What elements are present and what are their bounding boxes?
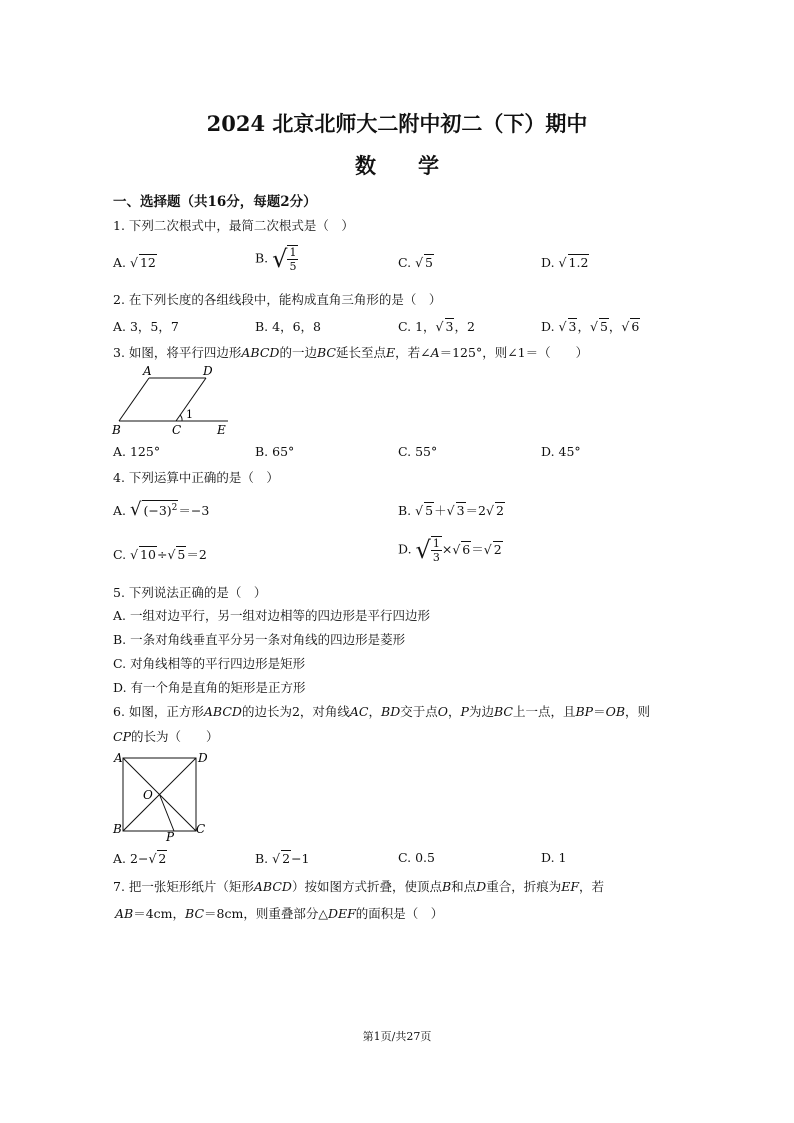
math-var: CP: [113, 729, 131, 744]
q6-option-c: C. 0.5: [398, 850, 435, 865]
math-var: △DEF: [318, 906, 356, 921]
fraction: [431, 536, 442, 564]
stem-text: 和点: [451, 879, 477, 894]
sqrt-expression: √ 6: [621, 319, 640, 334]
math-var: A: [430, 345, 440, 360]
radicand: 3: [568, 319, 577, 334]
math-var: P: [460, 704, 469, 719]
label-e: E: [217, 423, 226, 437]
q4-option-c: [113, 545, 207, 563]
option-label: D.: [398, 541, 412, 557]
math-var: BC: [316, 345, 336, 360]
operator: ＋: [434, 503, 447, 518]
radicand: 2: [282, 851, 291, 866]
radicand: 5: [425, 503, 434, 518]
stem-text: ＝8cm，则重叠部分: [204, 906, 319, 921]
sqrt-sign: √: [272, 245, 288, 273]
numerator: 1: [289, 246, 297, 259]
math-var: BC: [493, 704, 513, 719]
label-d: D: [198, 751, 208, 765]
q4-stem: 4. 下列运算中正确的是（ ）: [113, 470, 279, 485]
sqrt-sign: √: [415, 536, 431, 564]
q7-stem-line1: [113, 877, 604, 895]
stem-text: ＝4cm，: [133, 906, 186, 921]
label-b: B: [113, 822, 122, 836]
sqrt-expression: √ 5: [167, 547, 186, 562]
q7-stem-line2: [115, 904, 443, 922]
sqrt-expression: √ 2: [485, 503, 504, 518]
option-text: C. 1，: [398, 319, 436, 334]
q3-stem: [113, 343, 588, 361]
stem-text: 的一边: [279, 345, 317, 360]
stem-text: 为边: [468, 704, 494, 719]
q6-option-d: D. 1: [541, 850, 567, 865]
q4-option-d: [398, 536, 503, 564]
stem-text: 7. 把一张矩形纸片（矩形: [113, 879, 254, 894]
segment-op: [160, 795, 175, 832]
q6-stem-line2: [113, 727, 219, 745]
option-label: A.: [113, 255, 127, 270]
q3-option-d: D. 45°: [541, 444, 581, 459]
math-var: BC: [185, 906, 205, 921]
q1-option-c: [398, 254, 434, 270]
q2-option-d: D. √ 3，√ 5，√ 6: [541, 319, 640, 334]
sqrt-expression: √ 3: [558, 319, 577, 334]
math-var: B: [441, 879, 452, 894]
angle-1-arc: [180, 415, 182, 421]
q2-option-c: [398, 317, 475, 335]
q1-stem: 1. 下列二次根式中，最简二次根式是（ ）: [113, 218, 354, 233]
sqrt-expression: √ 2: [483, 541, 502, 557]
math-var: AB: [115, 906, 134, 921]
page-number: 第1页/共27页: [362, 1030, 432, 1043]
stem-text: 交于点: [400, 704, 438, 719]
stem-text: ，若∠: [395, 345, 431, 360]
sqrt-expression: √ 12: [130, 255, 156, 270]
option-label: C.: [398, 255, 412, 270]
stem-text: ，: [368, 704, 382, 719]
radicand: 5: [425, 255, 433, 270]
radicand: [142, 500, 178, 518]
math-var: OB: [605, 704, 626, 719]
stem-text: 的边长为2，对角线: [241, 704, 350, 719]
expr-text: (−3): [143, 503, 172, 518]
sqrt-expression: √ 3: [435, 319, 454, 334]
option-label: A.: [113, 503, 127, 518]
radicand: 2: [495, 503, 504, 518]
q6-option-a: [113, 850, 167, 866]
sqrt-sign: √: [130, 499, 142, 520]
q3-option-c: C. 55°: [398, 444, 438, 459]
stem-text: 上一点，且: [512, 704, 576, 719]
q3-option-b: B. 65°: [255, 444, 295, 459]
q6-option-b: [255, 850, 310, 866]
sqrt-expression: √ 5: [415, 255, 433, 270]
math-var: BD: [381, 704, 401, 719]
math-var: ABCD: [253, 879, 292, 894]
radicand: 6: [631, 319, 640, 334]
math-var: AC: [349, 704, 369, 719]
radicand: 3: [445, 319, 454, 334]
math-var: ABCD: [203, 704, 242, 719]
fraction: [287, 245, 298, 273]
operator: ×: [441, 541, 453, 557]
q4-option-a: [113, 499, 209, 520]
numerator: 1: [432, 537, 440, 550]
label-a: A: [114, 751, 123, 765]
q5-option-d: D. 有一个角是直角的矩形是正方形: [113, 680, 306, 695]
radicand: 10: [140, 547, 156, 562]
expr-text: ＝2: [186, 547, 207, 562]
sqrt-expression: √ 1.2: [558, 255, 589, 270]
q2-option-b: B. 4，6，8: [255, 319, 321, 334]
label-c: C: [172, 423, 182, 437]
label-c: C: [196, 822, 206, 836]
option-text: ，2: [454, 319, 475, 334]
label-o: O: [143, 788, 153, 802]
q3-option-a: A. 125°: [113, 444, 161, 459]
option-label: D.: [541, 319, 555, 334]
doc-subject: 数 学: [355, 153, 439, 178]
option-label: B.: [398, 503, 412, 518]
label-p: P: [166, 830, 175, 842]
q1-option-a: [113, 254, 157, 270]
math-var: O: [437, 704, 448, 719]
stem-text: ，若: [579, 879, 605, 894]
math-var: EF: [561, 879, 580, 894]
operator: ÷: [156, 547, 168, 562]
option-label: A.: [113, 851, 127, 866]
math-var: D: [476, 879, 487, 894]
label-a: A: [143, 364, 152, 378]
radicand: 5: [177, 547, 186, 562]
option-label: B.: [255, 250, 269, 266]
radicand: 12: [139, 255, 156, 270]
stem-text: 的面积是（ ）: [355, 906, 444, 921]
line-ab: [119, 378, 149, 421]
math-var: ABCD: [241, 345, 280, 360]
q4-option-b: [398, 501, 505, 519]
q5-option-c: C. 对角线相等的平行四边形是矩形: [113, 656, 306, 671]
sqrt-expression: √ 3: [446, 503, 465, 518]
stem-text: 3. 如图，将平行四边形: [113, 345, 242, 360]
sqrt-expression: √ 5: [415, 503, 434, 518]
option-label: D.: [541, 255, 555, 270]
radicand: 6: [462, 541, 471, 557]
expr-text: ＝2: [465, 503, 486, 518]
math-var: BP: [575, 704, 594, 719]
stem-text: 6. 如图，正方形: [113, 704, 204, 719]
radicand: 2: [158, 851, 167, 866]
sqrt-expression: √ 5: [589, 319, 608, 334]
stem-text: ，则: [625, 704, 651, 719]
expr-text: 2−: [130, 851, 149, 866]
radicand: 5: [599, 319, 608, 334]
denominator: 5: [289, 260, 297, 273]
q3-parallelogram-figure: [110, 364, 240, 438]
sqrt-expression: √ 2: [272, 851, 291, 866]
label-d: D: [203, 364, 213, 378]
q6-stem-line1: [113, 702, 650, 720]
doc-title: 2024 北京北师大二附中初二（下）期中: [206, 111, 588, 136]
stem-text: 重合，折痕为: [486, 879, 562, 894]
stem-text: ，: [448, 704, 461, 719]
stem-text: ）按如图方式折叠，使顶点: [291, 879, 442, 894]
stem-text: 延长至点: [335, 345, 386, 360]
label-b: B: [112, 423, 121, 437]
sqrt-expression: √ 2: [148, 851, 167, 866]
expr-text: ＝−3: [178, 503, 210, 518]
label-angle-1: 1: [186, 408, 193, 421]
exponent: 2: [171, 502, 178, 513]
radicand: 2: [493, 541, 502, 557]
q1-option-b: [255, 245, 298, 273]
q6-square-figure: [110, 750, 210, 842]
sqrt-expression: √ 10: [130, 547, 156, 562]
radicand: 3: [456, 503, 465, 518]
option-label: B.: [255, 851, 269, 866]
q5-stem: 5. 下列说法正确的是（ ）: [113, 585, 267, 600]
denominator: 3: [432, 551, 440, 564]
option-label: C.: [113, 547, 127, 562]
q2-stem: 2. 在下列长度的各组线段中，能构成直角三角形的是（ ）: [113, 292, 442, 307]
stem-text: 的长为（ ）: [130, 729, 219, 744]
radicand: 1.2: [568, 255, 589, 270]
stem-text: ＝125°，则∠1＝（ ）: [439, 345, 589, 360]
sqrt-expression: √ 6: [452, 541, 471, 557]
q2-option-a: A. 3，5，7: [113, 319, 179, 334]
q1-option-d: [541, 254, 589, 270]
stem-text: ＝: [593, 704, 606, 719]
operator: ＝: [471, 541, 484, 557]
expr-text: −1: [291, 851, 310, 866]
q5-option-b: B. 一条对角线垂直平分另一条对角线的四边形是菱形: [113, 632, 406, 647]
math-var: E: [385, 345, 396, 360]
q5-option-a: A. 一组对边平行，另一组对边相等的四边形是平行四边形: [113, 608, 430, 623]
section-title: 一、选择题（共16分，每题2分）: [113, 194, 317, 210]
